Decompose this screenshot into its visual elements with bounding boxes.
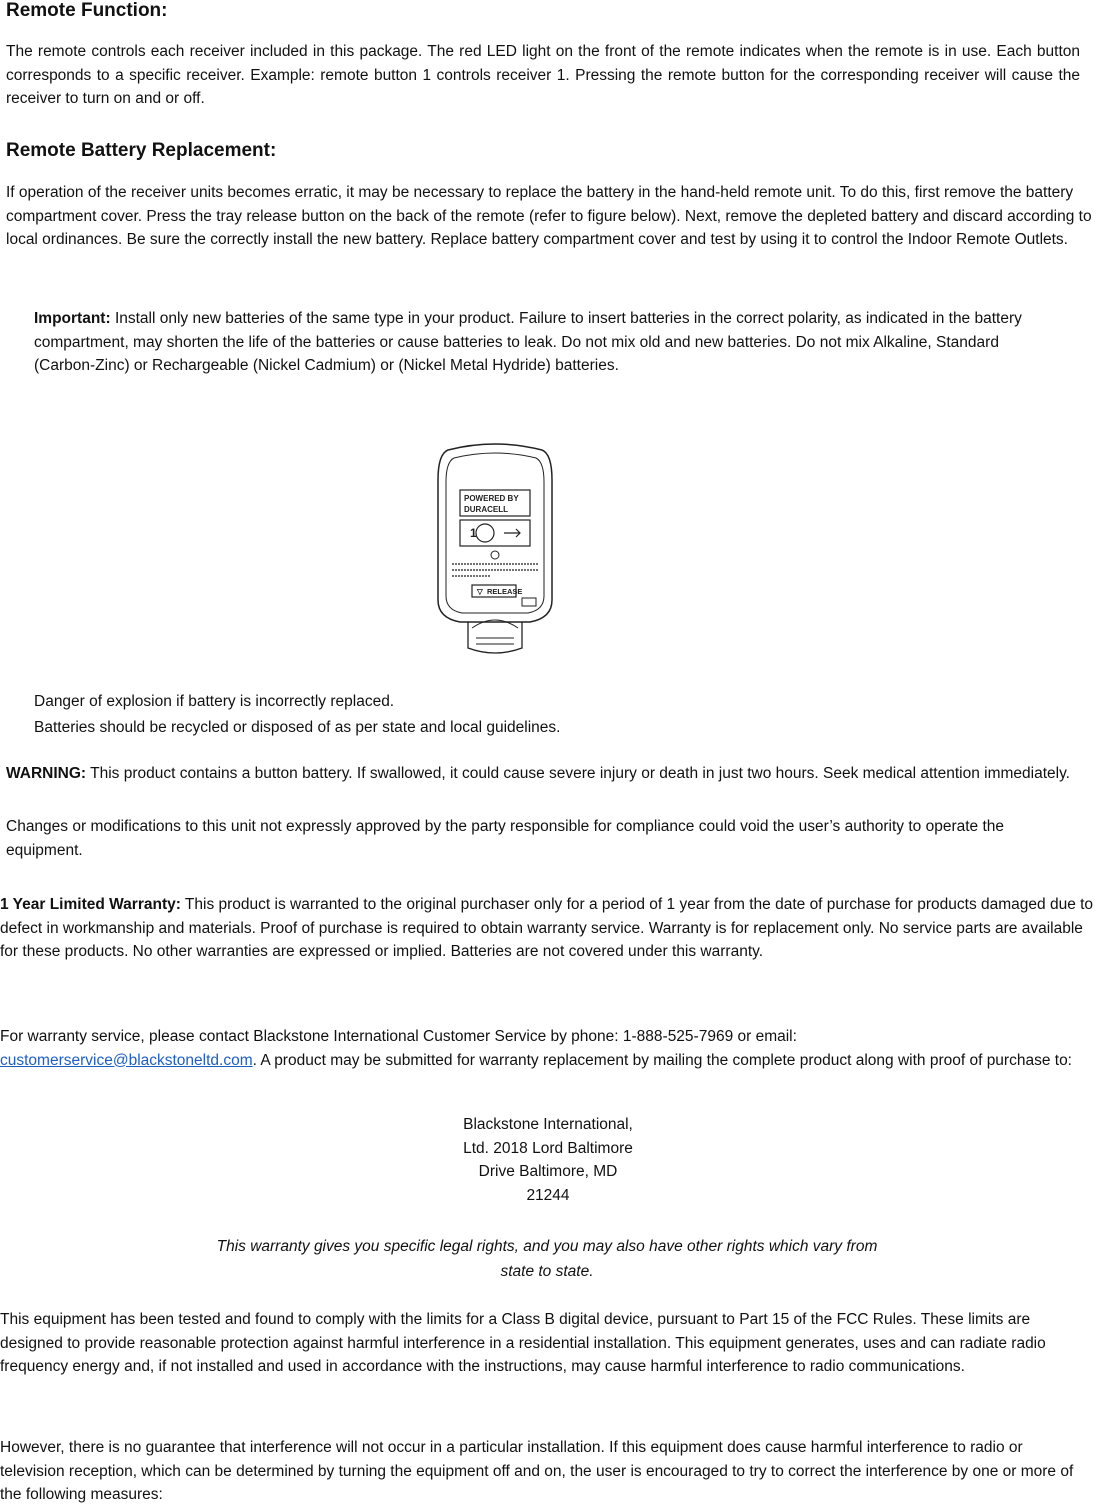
legal-rights-line1: This warranty gives you specific legal rights, and you may also have other rights which vary from — [216, 1238, 878, 1255]
brand-line1: POWERED BY — [464, 494, 519, 503]
address-line: 21244 — [526, 1186, 570, 1204]
changes-note: Changes or modifications to this unit not expressly approved by the party responsible for compliance could void the user’s authority to operate the equipment. — [6, 818, 1005, 859]
brand-line2: DURACELL — [464, 505, 508, 514]
danger-line2: Batteries should be recycled or disposed of as per state and local guidelines. — [34, 719, 561, 736]
important-label: Important: — [34, 310, 111, 327]
address-line: Drive Baltimore, MD — [478, 1163, 618, 1180]
svg-text:▽: ▽ — [477, 587, 483, 596]
fcc-paragraph-2: However, there is no guarantee that interference will not occur in a particular installation. If this equipment does cause harmful interference to radio or television reception, which can be determined by turning the equipment off and on, the user is encouraged to try to correct the interference by one or more of the following measures: — [0, 1439, 1074, 1503]
remote-back-figure — [430, 440, 560, 658]
warning-label: WARNING: — [6, 765, 87, 782]
warranty-text: This product is warranted to the original purchaser only for a period of 1 year from the date of purchase for products damaged due to defect in workmanship and materials. Proof of purchase is required to obtain warranty service. Warranty is for replacement only. No service parts are available for these products. No other warranties are expressed or implied. Batteries are not covered under this warranty. — [0, 896, 1094, 960]
fcc-paragraph-1: This equipment has been tested and found to comply with the limits for a Class B digital device, pursuant to Part 15 of the FCC Rules. These limits are designed to provide reasonable protection against harmful interference in a residential installation. This equipment generates, uses and can radiate radio frequency energy and, if not installed and used in accordance with the instructions, may cause harmful interference to radio communications. — [0, 1311, 1046, 1375]
release-label: RELEASE — [487, 587, 523, 596]
mailing-address — [348, 1113, 748, 1207]
warning-text: This product contains a button battery. If swallowed, it could cause severe injury or death in just two hours. Seek medical attention immediately. — [86, 765, 1070, 782]
remote-function-text: The remote controls each receiver included in this package. The red LED light on the front of the remote indicates when the remote is in use. Each button corresponds to a specific receiver. Example: remote button 1 controls receiver 1. Pressing the remote button for the corresponding receiver will cause the receiver to turn on and or off. — [6, 43, 1080, 107]
battery-replacement-heading: Remote Battery Replacement: — [6, 140, 277, 161]
battery-replacement-text: If operation of the receiver units becomes erratic, it may be necessary to replace the battery in the hand-held remote unit. To do this, first remove the battery compartment cover. Press the tray release button on the back of the remote (refer to figure below). Next, remove the depleted battery and discard according to local ordinances. Be sure the correctly install the new battery. Replace battery compartment cover and test by using it to control the Indoor Remote Outlets. — [6, 184, 1092, 248]
svg-text:1: 1 — [470, 526, 477, 540]
address-line: Ltd. 2018 Lord Baltimore — [463, 1139, 633, 1157]
remote-function-heading: Remote Function: — [6, 0, 168, 21]
warranty-service-text: For warranty service, please contact Blackstone International Customer Service by phone: 1-888-525-7969 or email: — [0, 1028, 797, 1045]
warranty-service-text2: . A product may be submitted for warranty replacement by mailing the complete product along with proof of purchase to: — [252, 1051, 1072, 1069]
important-note — [34, 307, 1044, 378]
danger-line1: Danger of explosion if battery is incorrectly replaced. — [34, 693, 395, 710]
warning-note — [6, 762, 1104, 786]
warranty-service-paragraph — [0, 1025, 1100, 1072]
address-line: Blackstone International, — [463, 1116, 633, 1133]
warranty-label: 1 Year Limited Warranty: — [0, 896, 181, 913]
warranty-email-link[interactable]: customerservice@blackstoneltd.com — [0, 1051, 253, 1069]
important-text: Install only new batteries of the same type in your product. Failure to insert batteries in the correct polarity, as indicated in the battery compartment, may shorten the life of the batteries or cause batteries to leak. Do not mix old and new batteries. Do not mix Alkaline, Standard (Carbon-Zinc) or Rechargeable (Nickel Cadmium) or (Nickel Metal Hydride) batteries. — [34, 310, 1022, 374]
legal-rights-line2: state to state. — [500, 1263, 594, 1280]
warranty-paragraph — [0, 893, 1104, 964]
